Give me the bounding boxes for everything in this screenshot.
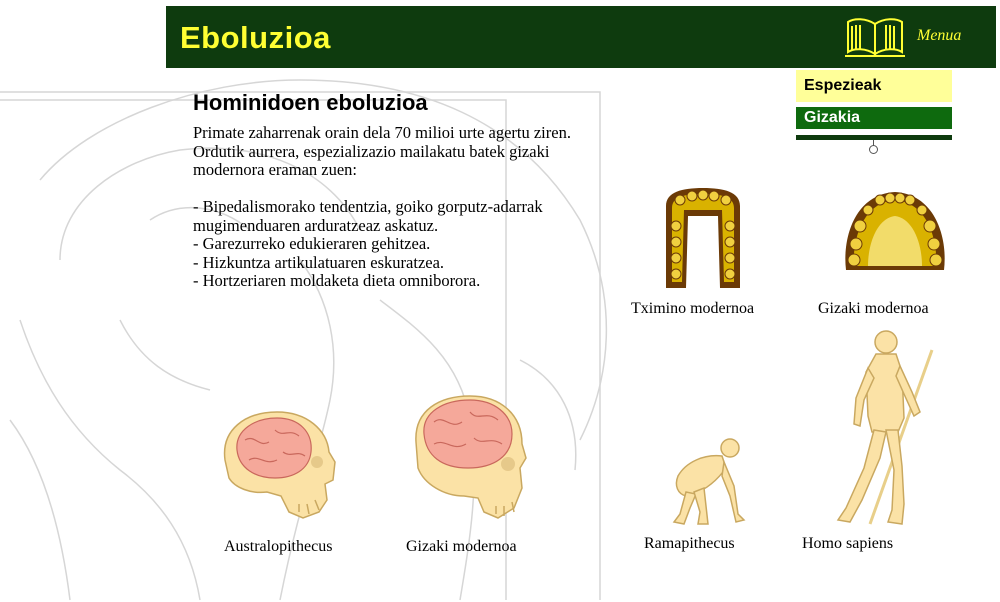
caption-tximino-modernoa: Tximino modernoa bbox=[631, 300, 755, 317]
menu-bottom-bar bbox=[796, 135, 952, 140]
caption-gizaki-modernoa-skull: Gizaki modernoa bbox=[406, 538, 517, 555]
open-book-icon[interactable] bbox=[844, 16, 906, 60]
homo-sapiens-figure-illustration bbox=[828, 328, 940, 528]
caption-ramapithecus: Ramapithecus bbox=[644, 535, 735, 552]
app-header bbox=[166, 6, 996, 68]
app-title: Eboluzioa bbox=[180, 20, 331, 55]
ramapithecus-figure-illustration bbox=[664, 436, 752, 528]
bullet-item: - Hizkuntza artikulatuaren eskuratzea. bbox=[193, 252, 445, 272]
caption-gizaki-modernoa-jaw: Gizaki modernoa bbox=[818, 300, 929, 317]
bullet-item: - Hortzeriaren moldaketa dieta omniborora. bbox=[193, 271, 481, 290]
intro-paragraph: Primate zaharrenak orain dela 70 milioi urte agertu ziren. Ordutik aurrera, espezializazio mailakatu batek gizaki modernora eraman zuen: bbox=[193, 123, 571, 179]
modern-human-skull-illustration bbox=[408, 392, 533, 527]
menu-button[interactable]: Menua bbox=[917, 27, 962, 44]
menu-dropdown bbox=[796, 70, 952, 129]
section-body bbox=[193, 124, 593, 291]
menu-item-gizakia[interactable]: Gizakia bbox=[796, 107, 952, 129]
bullet-item: - Garezurreko edukieraren gehitzea. bbox=[193, 234, 431, 253]
bullet-item: - Bipedalismorako tendentzia, goiko gorputz-adarrak mugimenduaren arduratzeaz askatuz. bbox=[193, 197, 543, 235]
human-jaw-illustration bbox=[840, 186, 950, 278]
menu-item-espezieak[interactable]: Espezieak bbox=[796, 70, 952, 102]
caption-australopithecus: Australopithecus bbox=[224, 538, 333, 555]
menu-handle-knob bbox=[869, 145, 878, 154]
caption-homo-sapiens: Homo sapiens bbox=[802, 535, 894, 552]
ape-jaw-illustration bbox=[662, 186, 744, 296]
section-title: Hominidoen eboluzioa bbox=[193, 90, 428, 115]
australopithecus-skull-illustration bbox=[215, 400, 355, 525]
